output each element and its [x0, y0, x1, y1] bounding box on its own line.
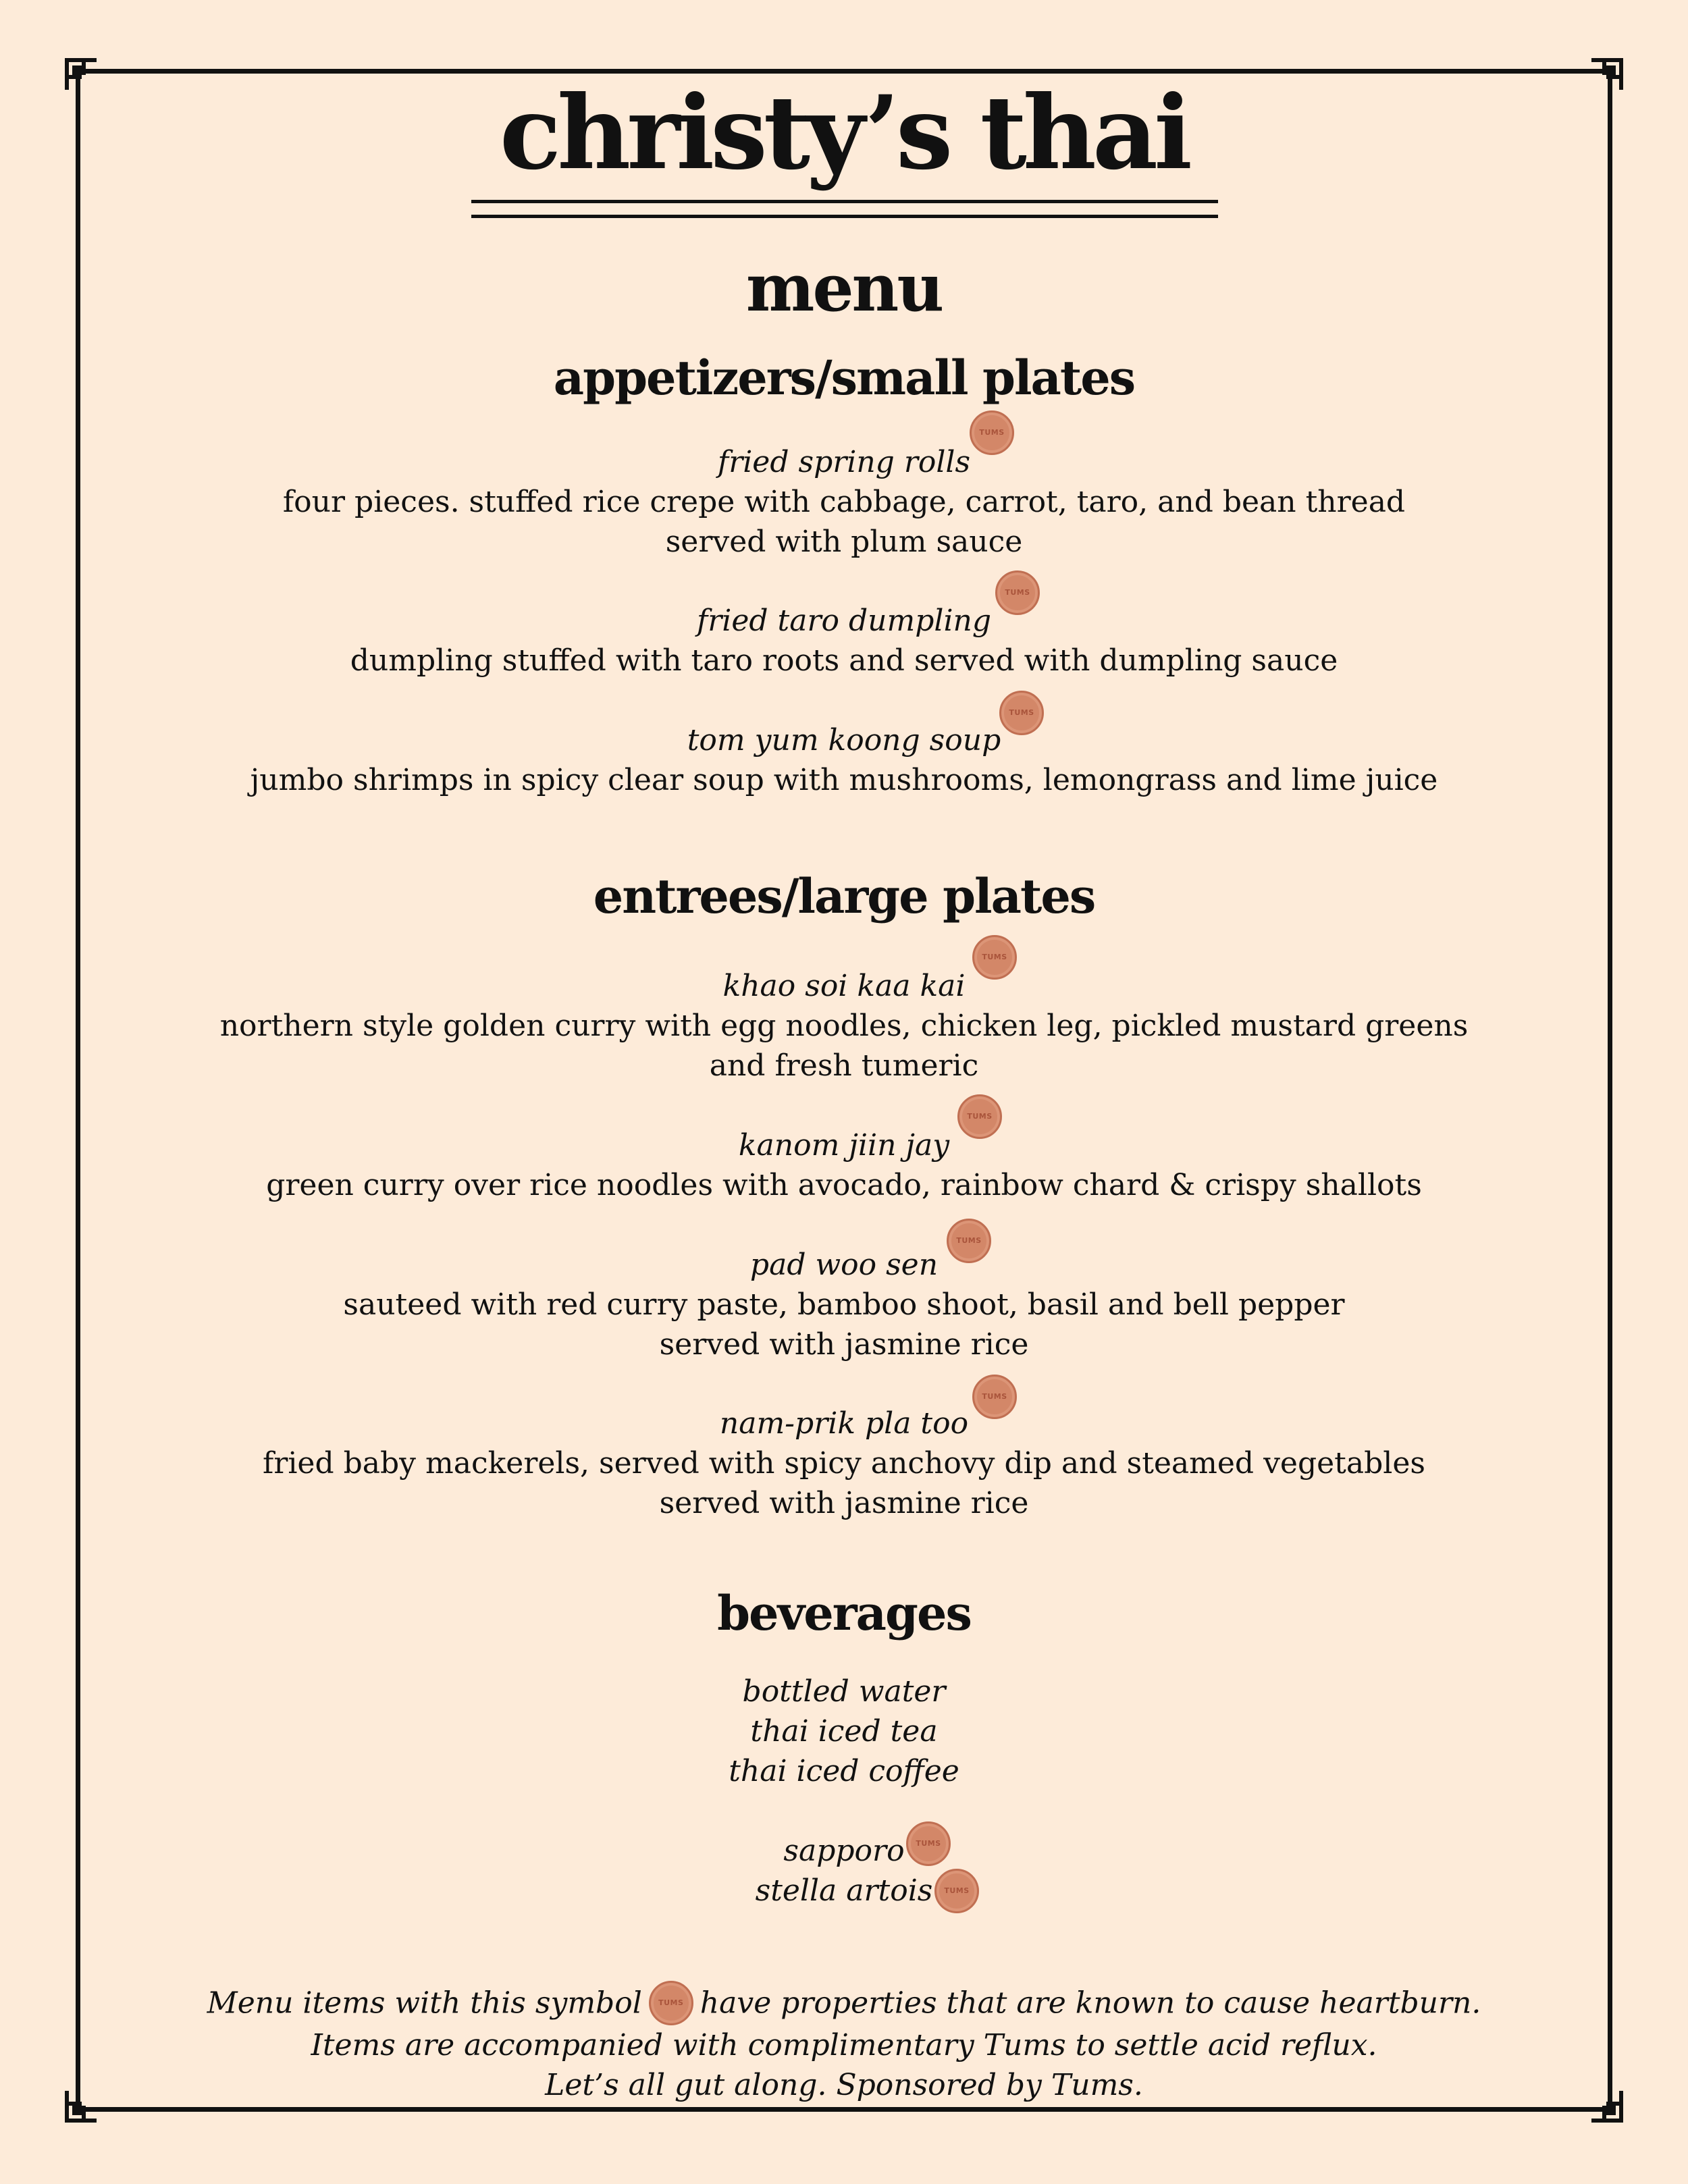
- item-description: sauteed with red curry paste, bamboo shoot, basil and bell pepper: [343, 1287, 1345, 1322]
- title-rule: [471, 215, 1218, 218]
- item-name: khao soi kaa kai: [722, 969, 966, 1003]
- item-description: dumpling stuffed with taro roots and served with dumpling sauce: [350, 643, 1338, 678]
- tums-badge-icon: TUMS: [906, 1821, 951, 1866]
- item-description: fried baby mackerels, served with spicy anchovy dip and steamed vegetables: [263, 1446, 1425, 1481]
- item-name: pad woo sen: [749, 1248, 939, 1282]
- tums-badge-icon: TUMS: [934, 1869, 979, 1913]
- tums-badge-icon: TUMS: [972, 1375, 1017, 1419]
- tums-badge-icon: TUMS: [972, 935, 1017, 980]
- item-description: jumbo shrimps in spicy clear soup with mushrooms, lemongrass and lime juice: [250, 763, 1438, 797]
- footer-text: Let’s all gut along. Sponsored by Tums.: [545, 2068, 1143, 2102]
- item-description: four pieces. stuffed rice crepe with cabbage, carrot, taro, and bean thread: [282, 485, 1406, 519]
- menu-heading: menu: [745, 250, 943, 326]
- footer-legend: [0, 1981, 1688, 2025]
- section-heading-entrees: entrees/large plates: [593, 868, 1095, 924]
- tums-badge-icon: TUMS: [649, 1981, 693, 2025]
- title-rule: [471, 200, 1218, 203]
- beverage-item: stella artois: [755, 1873, 933, 1908]
- beverage-item: sapporo: [783, 1834, 905, 1868]
- beverage-item: thai iced tea: [750, 1714, 938, 1749]
- footer-text: Items are accompanied with complimentary Tums to settle acid reflux.: [311, 2028, 1377, 2062]
- tums-badge-icon: TUMS: [970, 410, 1014, 455]
- footer-text: Menu items with this symbol: [207, 1986, 642, 2021]
- beverage-item: bottled water: [742, 1674, 946, 1709]
- beverage-item: thai iced coffee: [729, 1754, 959, 1788]
- tums-badge-icon: TUMS: [947, 1219, 991, 1263]
- item-name: fried spring rolls: [717, 445, 971, 479]
- tums-badge-icon: TUMS: [999, 691, 1044, 735]
- item-name: fried taro dumpling: [696, 604, 992, 638]
- restaurant-name: christy’s thai: [499, 74, 1189, 192]
- item-name: kanom jiin jay: [738, 1128, 950, 1163]
- item-description: green curry over rice noodles with avocado, rainbow chard & crispy shallots: [266, 1168, 1422, 1202]
- section-heading-beverages: beverages: [717, 1585, 971, 1641]
- item-description: served with plum sauce: [665, 525, 1023, 559]
- item-description: northern style golden curry with egg noodles, chicken leg, pickled mustard greens: [219, 1009, 1469, 1043]
- footer-text: have properties that are known to cause heartburn.: [700, 1986, 1481, 2021]
- tums-badge-icon: TUMS: [995, 570, 1040, 615]
- section-heading-appetizers: appetizers/small plates: [553, 350, 1135, 406]
- item-description: served with jasmine rice: [659, 1327, 1029, 1362]
- item-name: nam-prik pla too: [719, 1406, 969, 1441]
- item-description: served with jasmine rice: [659, 1486, 1029, 1520]
- item-description: and fresh tumeric: [709, 1048, 979, 1083]
- item-name: tom yum koong soup: [687, 723, 1001, 757]
- tums-badge-icon: TUMS: [957, 1094, 1002, 1139]
